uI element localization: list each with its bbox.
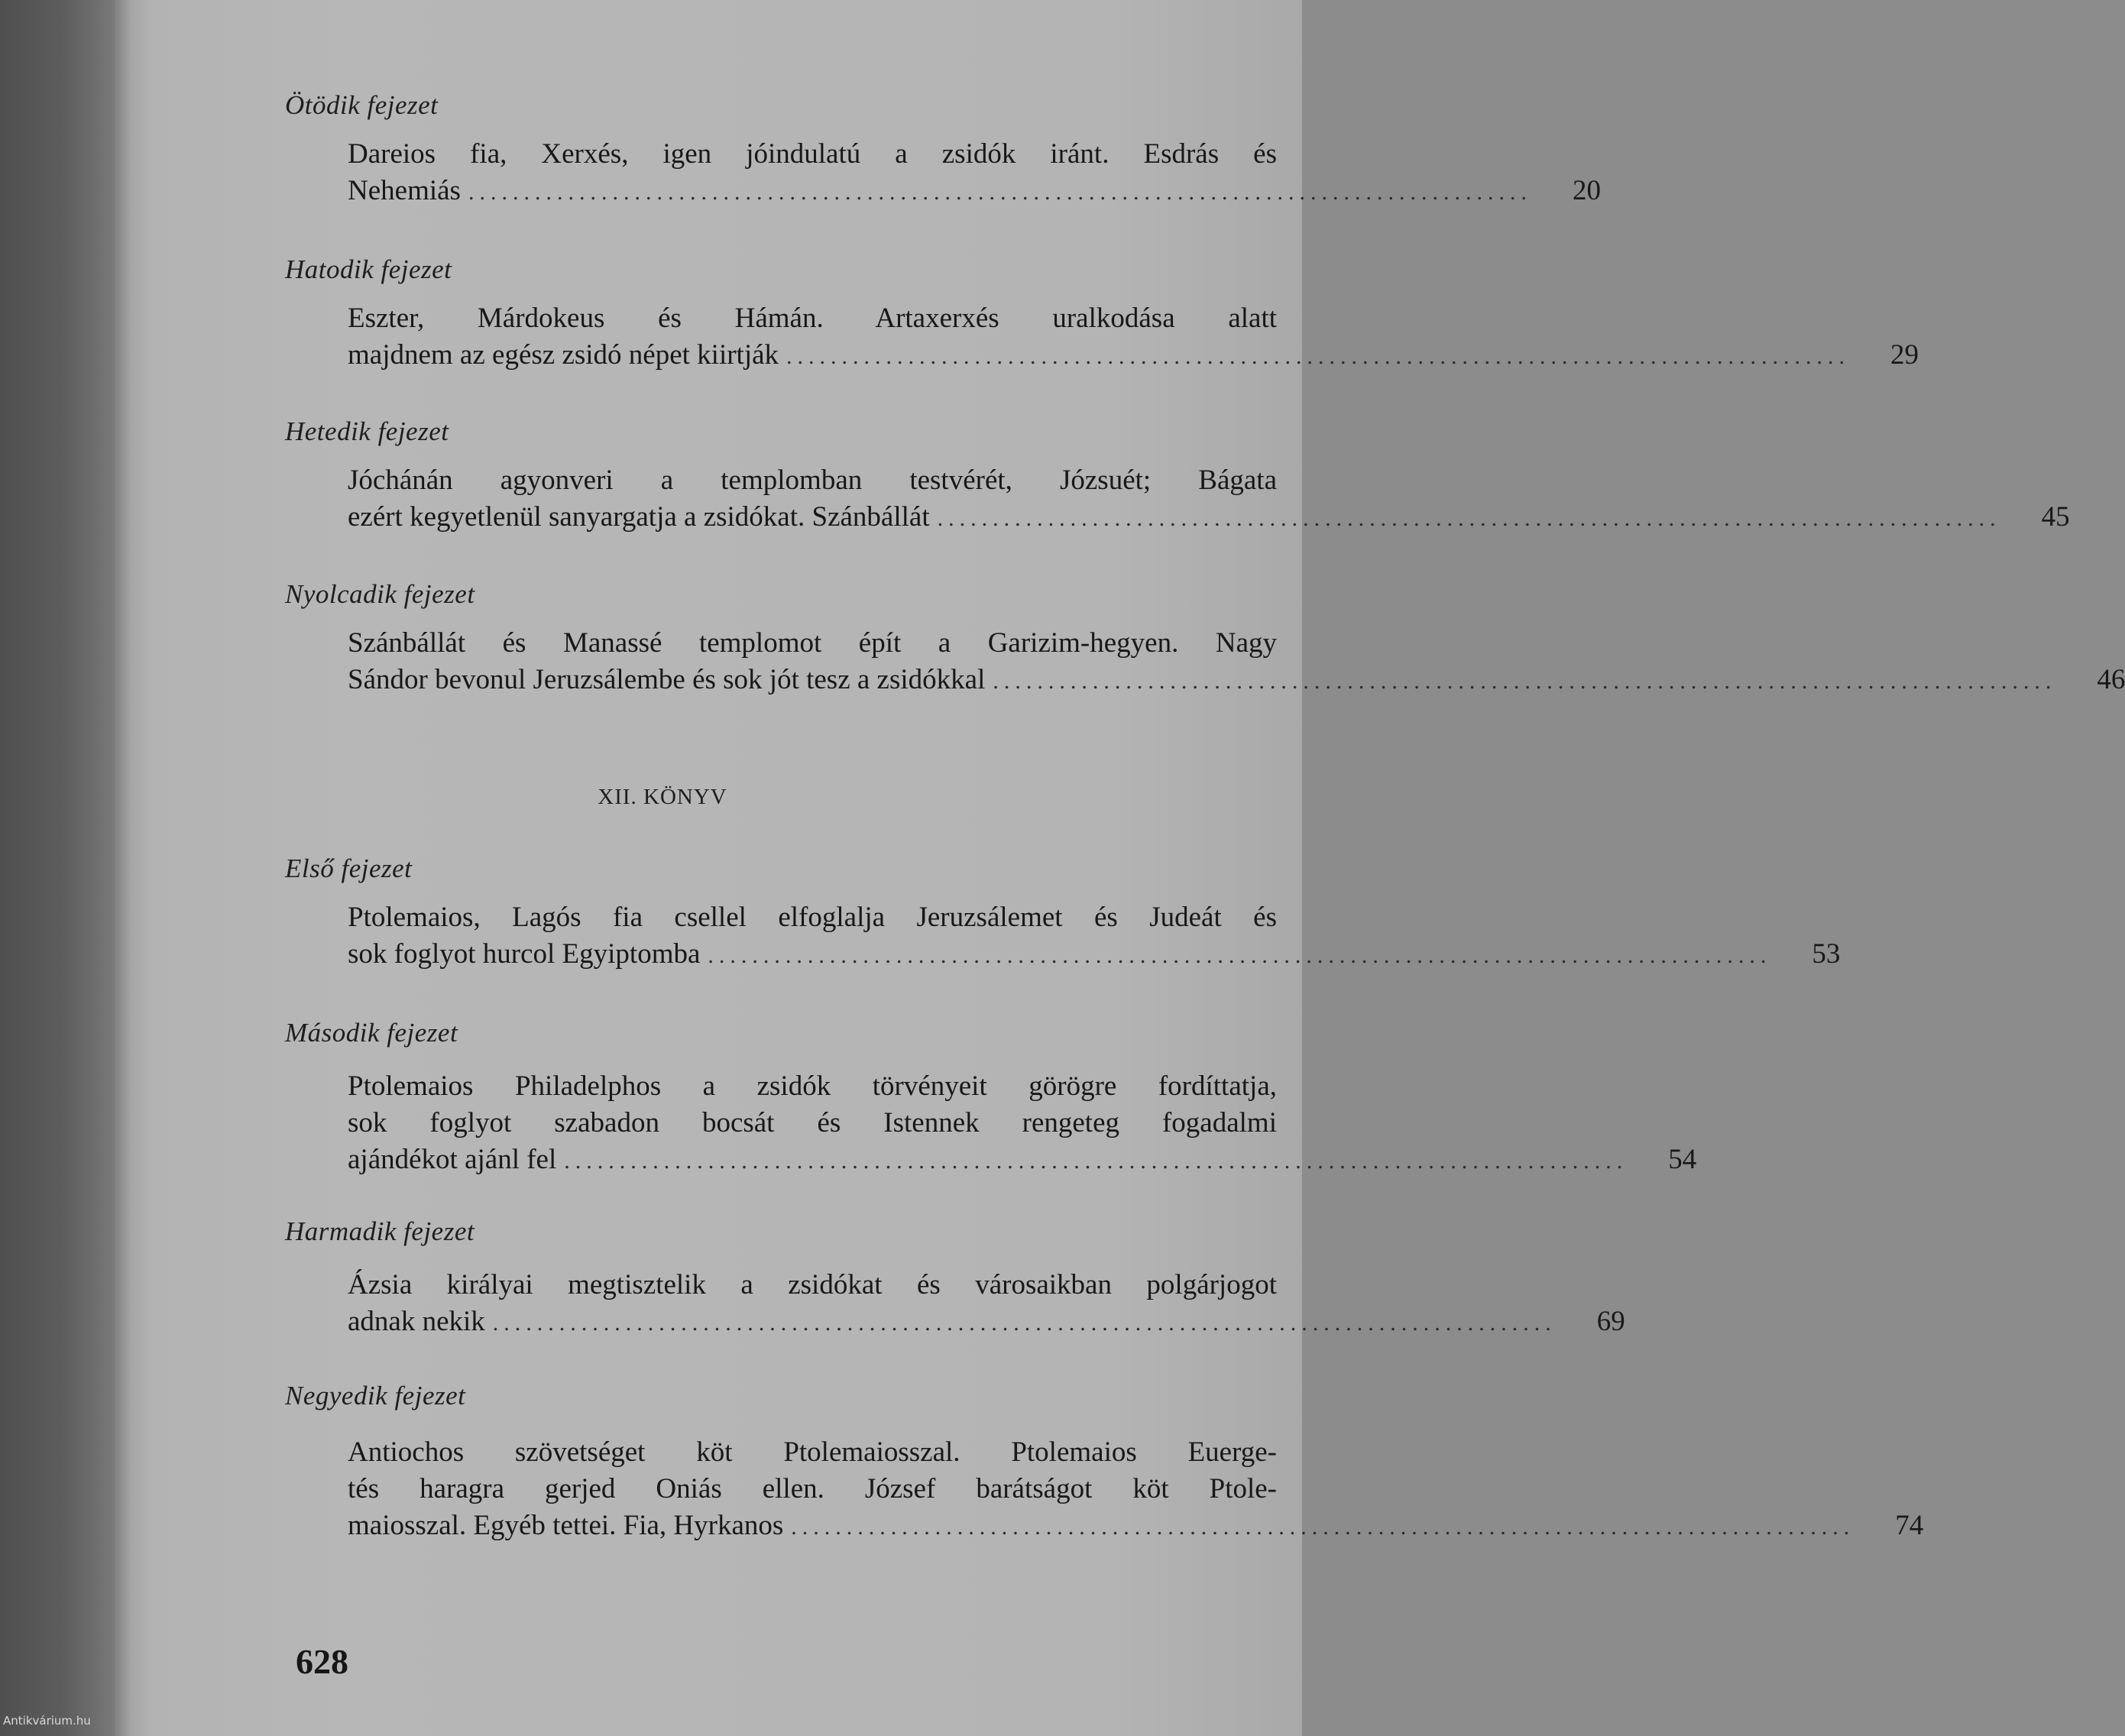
- page-number: 29: [1890, 339, 1919, 371]
- page-number: 54: [1668, 1144, 1697, 1175]
- page-number: 45: [2041, 501, 2070, 533]
- page-number: 20: [1572, 175, 1601, 206]
- chapter-heading: Hetedik fejezet: [285, 416, 449, 446]
- book-spine: [0, 0, 115, 1736]
- page-number: 69: [1596, 1306, 1625, 1337]
- entry-text-end: Sándor bevonul Jeruzsálembe és sok jót tesz a zsidókkal: [348, 664, 986, 695]
- watermark: Antikvárium.hu: [3, 1714, 91, 1728]
- entry-text-line: Ptolemaios, Lagós fia csellel elfoglalja Jeruzsálemet és Judeát és: [348, 902, 1277, 933]
- entry-text-line: Jóchánán agyonveri a templomban testvérét, Józsuét; Bágata: [348, 465, 1277, 496]
- entry-last-line: [348, 1305, 1625, 1338]
- entry-text-end: sok foglyot hurcol Egyiptomba: [348, 938, 701, 970]
- leader-dots: ................................................................................................: [492, 1310, 1556, 1336]
- chapter-heading: Nyolcadik fejezet: [285, 579, 475, 609]
- page-number: 53: [1812, 938, 1841, 970]
- leader-dots: ................................................................................................: [937, 506, 2001, 531]
- entry-text-line: Dareios fia, Xerxés, igen jóindulatú a zsidók iránt. Esdrás és: [348, 138, 1277, 170]
- entry-text-end: majdnem az egész zsidó népet kiirtják: [348, 339, 779, 371]
- entry-text-end: ezért kegyetlenül sanyargatja a zsidókat. Szánbállát: [348, 501, 930, 533]
- chapter-heading: Hatodik fejezet: [285, 254, 452, 284]
- entry-text-end: Nehemiás: [348, 175, 461, 206]
- entry-last-line: [348, 1509, 1924, 1542]
- entry-text-line: Antiochos szövetséget köt Ptolemaiosszal. Ptolemaios Euerge-: [348, 1436, 1277, 1468]
- entry-text-end: maiosszal. Egyéb tettei. Fia, Hyrkanos: [348, 1510, 784, 1541]
- folio-page-number: 628: [296, 1642, 348, 1681]
- page-number: 46: [2097, 664, 2125, 695]
- entry-last-line: [348, 500, 2070, 533]
- entry-last-line: [348, 338, 1919, 371]
- entry-text-end: adnak nekik: [348, 1306, 485, 1337]
- leader-dots: ................................................................................................: [468, 180, 1532, 205]
- leader-dots: ................................................................................................: [564, 1148, 1628, 1174]
- leader-dots: ................................................................................................: [786, 344, 1851, 369]
- chapter-heading: Ötödik fejezet: [285, 90, 439, 120]
- entry-text-line: tés haragra gerjed Oniás ellen. József barátságot köt Ptole-: [348, 1473, 1277, 1504]
- page-number: 74: [1895, 1510, 1924, 1541]
- entry-text-line: Szánbállát és Manassé templomot épít a Garizim-hegyen. Nagy: [348, 627, 1277, 659]
- chapter-heading: Első fejezet: [285, 853, 413, 883]
- book-heading: XII. KÖNYV: [598, 785, 727, 809]
- entry-last-line: [348, 938, 1841, 970]
- entry-text-end: ajándékot ajánl fel: [348, 1144, 557, 1175]
- entry-text-line: sok foglyot szabadon bocsát és Istennek rengeteg fogadalmi: [348, 1107, 1277, 1138]
- chapter-heading: Harmadik fejezet: [285, 1216, 475, 1246]
- entry-last-line: [348, 174, 1601, 207]
- leader-dots: ................................................................................................: [993, 669, 2057, 694]
- leader-dots: ................................................................................................: [791, 1514, 1855, 1540]
- chapter-heading: Negyedik fejezet: [285, 1381, 466, 1410]
- leader-dots: ................................................................................................: [708, 943, 1772, 968]
- entry-last-line: [348, 1143, 1697, 1176]
- entry-text-line: Ptolemaios Philadelphos a zsidók törvényeit görögre fordíttatja,: [348, 1070, 1277, 1102]
- entry-text-line: Ázsia királyai megtisztelik a zsidókat és városaikban polgárjogot: [348, 1269, 1277, 1300]
- chapter-heading: Második fejezet: [285, 1018, 458, 1048]
- entry-last-line: [348, 663, 2125, 696]
- entry-text-line: Eszter, Márdokeus és Hámán. Artaxerxés uralkodása alatt: [348, 303, 1277, 334]
- book-page: [115, 0, 2125, 1736]
